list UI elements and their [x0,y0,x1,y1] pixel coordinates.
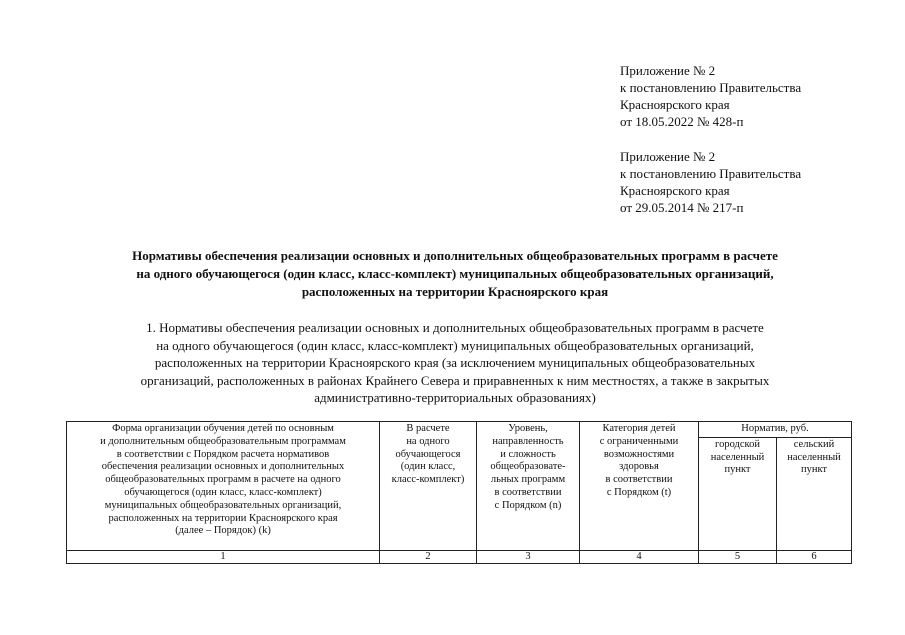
header-rural-settlement [777,437,852,550]
header-urban-settlement [699,437,777,550]
column-number: 4 [580,550,699,563]
annex-note-original [620,148,801,216]
header-line: (далее – Порядок) (k) [175,525,271,537]
section-line: расположенных на территории Красноярского края (за исключением муниципальных общеобразовательных [154,355,756,370]
annex-line: Приложение № 2 [620,149,716,164]
header-line: населенный [787,451,841,463]
column-number: 3 [477,550,580,563]
header-line: Форма организации обучения детей по основным [112,423,334,434]
annex-note-current [620,62,801,130]
header-line: В расчете [406,423,450,434]
column-number: 2 [380,550,477,563]
header-line: пункт [800,464,828,476]
annex-line: Красноярского края [620,97,730,112]
header-line: с Порядком (t) [606,486,672,498]
header-form-of-education [67,422,380,551]
header-line: с ограниченными [599,435,679,447]
title-line: расположенных на территории Красноярского края [301,284,609,299]
header-program-level [477,422,580,551]
annex-line: Красноярского края [620,183,730,198]
normatives-table [66,421,852,564]
column-number: 6 [777,550,852,563]
annex-line: Приложение № 2 [620,63,716,78]
header-line: обучающегося (один класс, класс-комплект) [124,486,322,498]
header-line: общеобразовате- [490,461,566,473]
header-line: в соответствии [605,474,673,486]
header-line: Категория детей [602,423,676,434]
header-line: пункт [724,464,751,476]
header-line: общеобразовательных программ в расчете на одного [105,474,341,486]
annex-line: к постановлению Правительства [620,166,802,181]
section-line: на одного обучающегося (один класс, класс-комплект) муниципальных общеобразовательных организаций, [156,337,754,353]
table-header-row [67,422,852,438]
section-line: 1. Нормативы обеспечения реализации основных и дополнительных общеобразовательных программ в расчете [146,320,764,335]
annex-line: от 18.05.2022 № 428-п [620,114,744,129]
header-disability-category [580,422,699,551]
header-line: здоровья [619,461,659,473]
annex-line: от 29.05.2014 № 217-п [620,200,744,215]
header-line: в соответствии с Порядком расчета нормативов [116,448,330,460]
header-line: Норматив, руб. [741,423,809,434]
header-per-student [380,422,477,551]
annex-line: к постановлению Правительства [620,80,802,95]
header-line: городской [715,438,760,450]
section-line: организаций, расположенных в районах Крайнего Севера и приравненных к ним местностях, а также в закрытых [140,372,770,388]
header-line: обеспечения реализации основных и дополнительных [101,461,345,473]
header-line: (один класс, [400,461,456,473]
column-number: 5 [699,550,777,563]
header-line: направленность [492,435,564,447]
header-line: с Порядком (n) [494,499,562,511]
header-normative-rub [699,422,852,438]
header-line: в соответствии [494,486,562,498]
header-line: и сложность [500,448,556,460]
document-title [60,247,850,301]
title-line: Нормативы обеспечения реализации основных и дополнительных общеобразовательных программ в расчете [132,248,778,263]
header-line: обучающегося [395,448,461,460]
header-line: возможностями [603,448,675,460]
column-number: 1 [67,550,380,563]
section-1-heading [60,319,850,407]
header-line: муниципальных общеобразовательных организаций, [104,499,342,511]
header-line: расположенных на территории Красноярского края [108,512,338,524]
table-column-numbers-row [67,550,852,563]
header-line: на одного [406,435,450,447]
header-line: сельский [793,438,835,450]
header-line: населенный [710,451,765,463]
section-line: административно-территориальных образованиях) [314,390,596,405]
title-line: на одного обучающегося (один класс, класс-комплект) муниципальных общеобразовательных организаций, [136,266,774,281]
header-line: льных программ [490,474,566,486]
header-line: Уровень, [508,423,548,434]
header-line: и дополнительным общеобразовательным программам [100,435,346,447]
header-line: класс-комплект) [391,474,465,486]
